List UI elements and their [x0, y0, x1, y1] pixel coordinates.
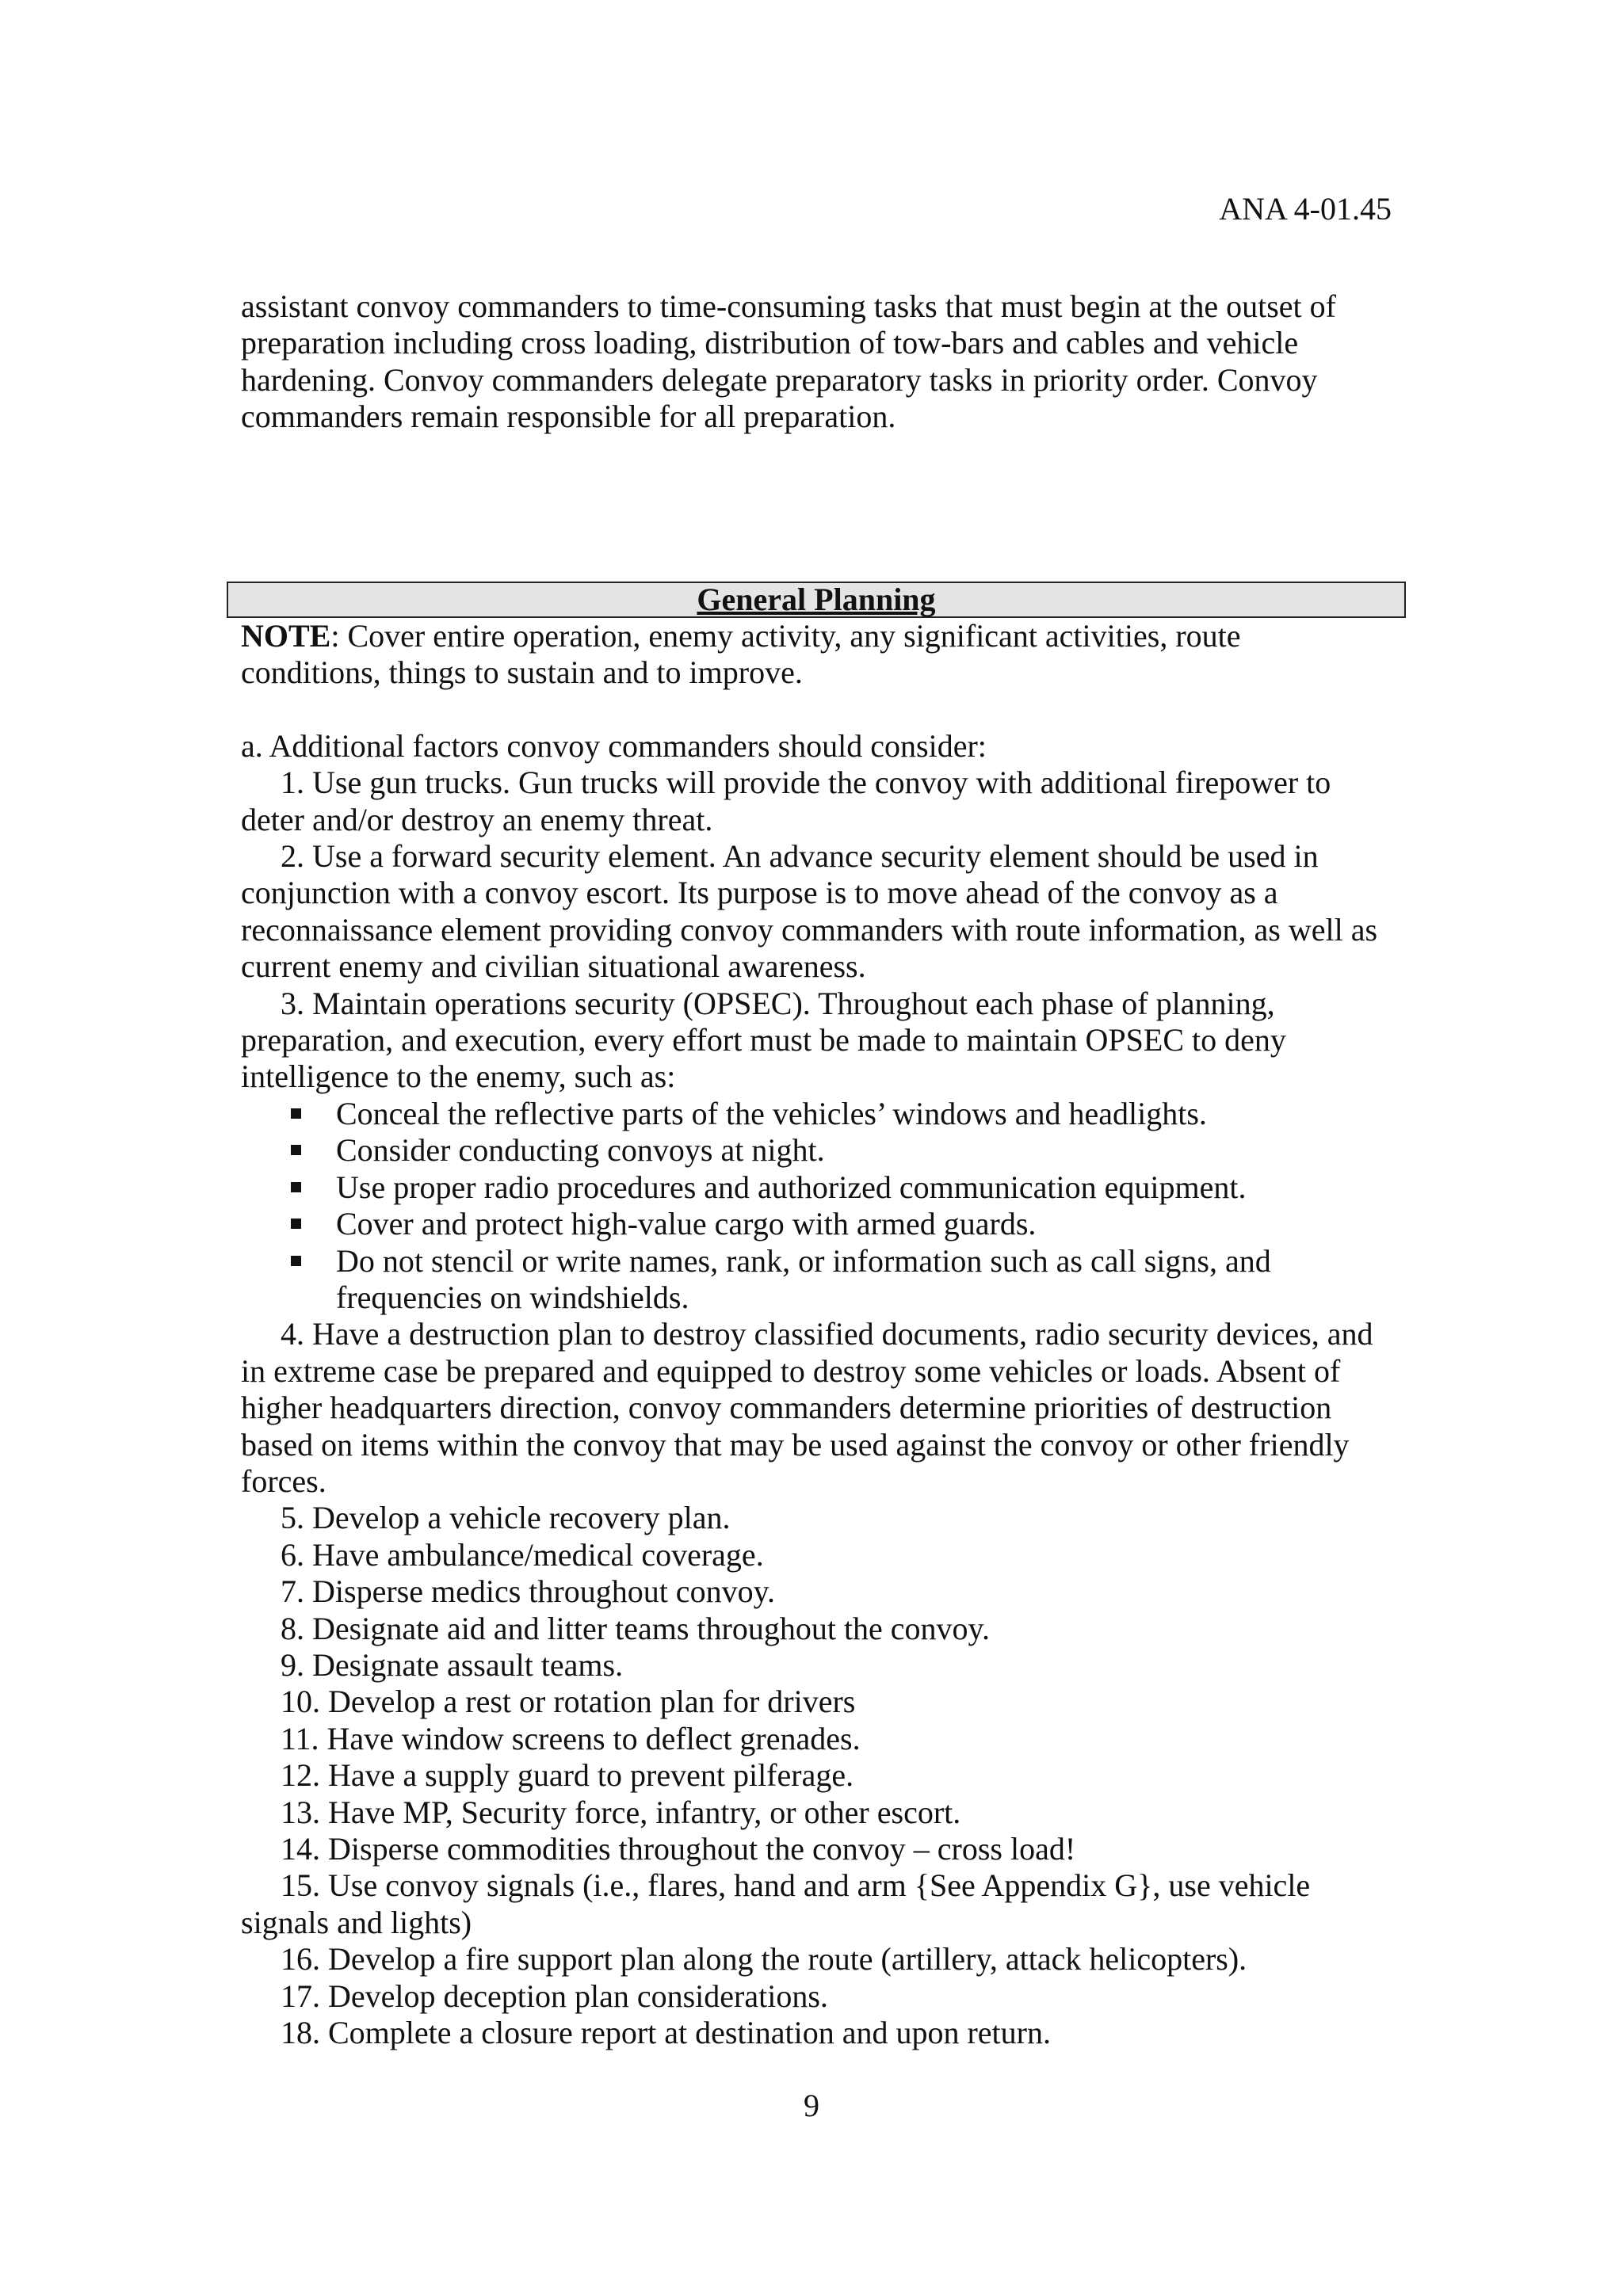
text-line: reconnaissance element providing convoy commanders with route information, as well as [241, 911, 1378, 948]
bullet-item: Cover and protect high-value cargo with armed guards. [241, 1206, 1406, 1242]
list-item-5: 5. Develop a vehicle recovery plan. [281, 1500, 731, 1536]
list-item-13: 13. Have MP, Security force, infantry, or other escort. [281, 1794, 961, 1830]
list-item-8: 8. Designate aid and litter teams throughout the convoy. [281, 1610, 990, 1646]
text-line: preparation including cross loading, distribution of tow-bars and cables and vehicle [241, 325, 1299, 361]
list-item-2 [241, 838, 1406, 986]
note-label: NOTE [241, 617, 331, 654]
note-line [241, 618, 1406, 654]
list-item-16: 16. Develop a fire support plan along the route (artillery, attack helicopters). [281, 1941, 1247, 1978]
list-item-14: 14. Disperse commodities throughout the convoy – cross load! [281, 1831, 1076, 1867]
list-item-7: 7. Disperse medics throughout convoy. [281, 1573, 775, 1610]
text-line: conditions, things to sustain and to improve. [241, 654, 803, 691]
list-item-18: 18. Complete a closure report at destination and upon return. [281, 2015, 1051, 2051]
list-item-15 [241, 1867, 1406, 1941]
bullet-item: Do not stencil or write names, rank, or information such as call signs, and [241, 1243, 1406, 1280]
text-line: assistant convoy commanders to time-consuming tasks that must begin at the outset of [241, 288, 1336, 324]
note-text: : Cover entire operation, enemy activity, any significant activities, route [330, 617, 1241, 654]
text-line: forces. [241, 1463, 327, 1499]
text-line: signals and lights) [241, 1904, 472, 1940]
page-number: 9 [804, 2088, 819, 2123]
text-line: 1. Use gun trucks. Gun trucks will provide the convoy with additional firepower to [281, 765, 1331, 801]
list-item-12: 12. Have a supply guard to prevent pilferage. [281, 1757, 854, 1794]
text-line: commanders remain responsible for all preparation. [241, 399, 896, 435]
text-line: 4. Have a destruction plan to destroy classified documents, radio security devices, and [281, 1316, 1373, 1352]
lead-sentence: a. Additional factors convoy commanders should consider: [241, 727, 987, 764]
bullet-item: Use proper radio procedures and authorized communication equipment. [241, 1169, 1406, 1206]
text-line: higher headquarters direction, convoy commanders determine priorities of destruction [241, 1390, 1332, 1426]
opsec-bullet-list [241, 1096, 1406, 1280]
bullet-item: Conceal the reflective parts of the vehicles’ windows and headlights. [241, 1096, 1406, 1132]
text-line: based on items within the convoy that may be used against the convoy or other friendly [241, 1426, 1350, 1463]
text-line: current enemy and civilian situational awareness. [241, 948, 866, 985]
section-heading-box [227, 582, 1406, 618]
text-line: hardening. Convoy commanders delegate preparatory tasks in priority order. Convoy [241, 361, 1318, 398]
text-line: preparation, and execution, every effort must be made to maintain OPSEC to deny [241, 1022, 1286, 1058]
list-item-9: 9. Designate assault teams. [281, 1646, 624, 1683]
text-line: in extreme case be prepared and equipped to destroy some vehicles or loads. Absent of [241, 1352, 1341, 1389]
text-line: 15. Use convoy signals (i.e., flares, hand and arm {See Appendix G}, use vehicle [281, 1867, 1311, 1904]
text-line: 3. Maintain operations security (OPSEC). Throughout each phase of planning, [281, 985, 1275, 1021]
list-item-17: 17. Develop deception plan considerations. [281, 1978, 828, 2014]
list-item-6: 6. Have ambulance/medical coverage. [281, 1536, 764, 1573]
text-line: intelligence to the enemy, such as: [241, 1058, 676, 1095]
list-item-1 [241, 765, 1406, 838]
list-item-11: 11. Have window screens to deflect grenades. [281, 1720, 861, 1756]
text-line: conjunction with a convoy escort. Its purpose is to move ahead of the convoy as a [241, 875, 1278, 911]
list-item-3 [241, 986, 1406, 1096]
bullet-item: Consider conducting convoys at night. [241, 1132, 1406, 1169]
text-line: deter and/or destroy an enemy threat. [241, 801, 713, 837]
text-line: 2. Use a forward security element. An advance security element should be used in [281, 838, 1319, 875]
document-body [241, 288, 1406, 2051]
list-item-10: 10. Develop a rest or rotation plan for drivers [281, 1684, 856, 1720]
list-item-4 [241, 1316, 1406, 1500]
bullet-continuation: frequencies on windshields. [336, 1279, 689, 1315]
document-id: ANA 4-01.45 [1219, 191, 1392, 227]
section-title: General Planning [697, 581, 936, 617]
intro-paragraph [241, 288, 1406, 436]
